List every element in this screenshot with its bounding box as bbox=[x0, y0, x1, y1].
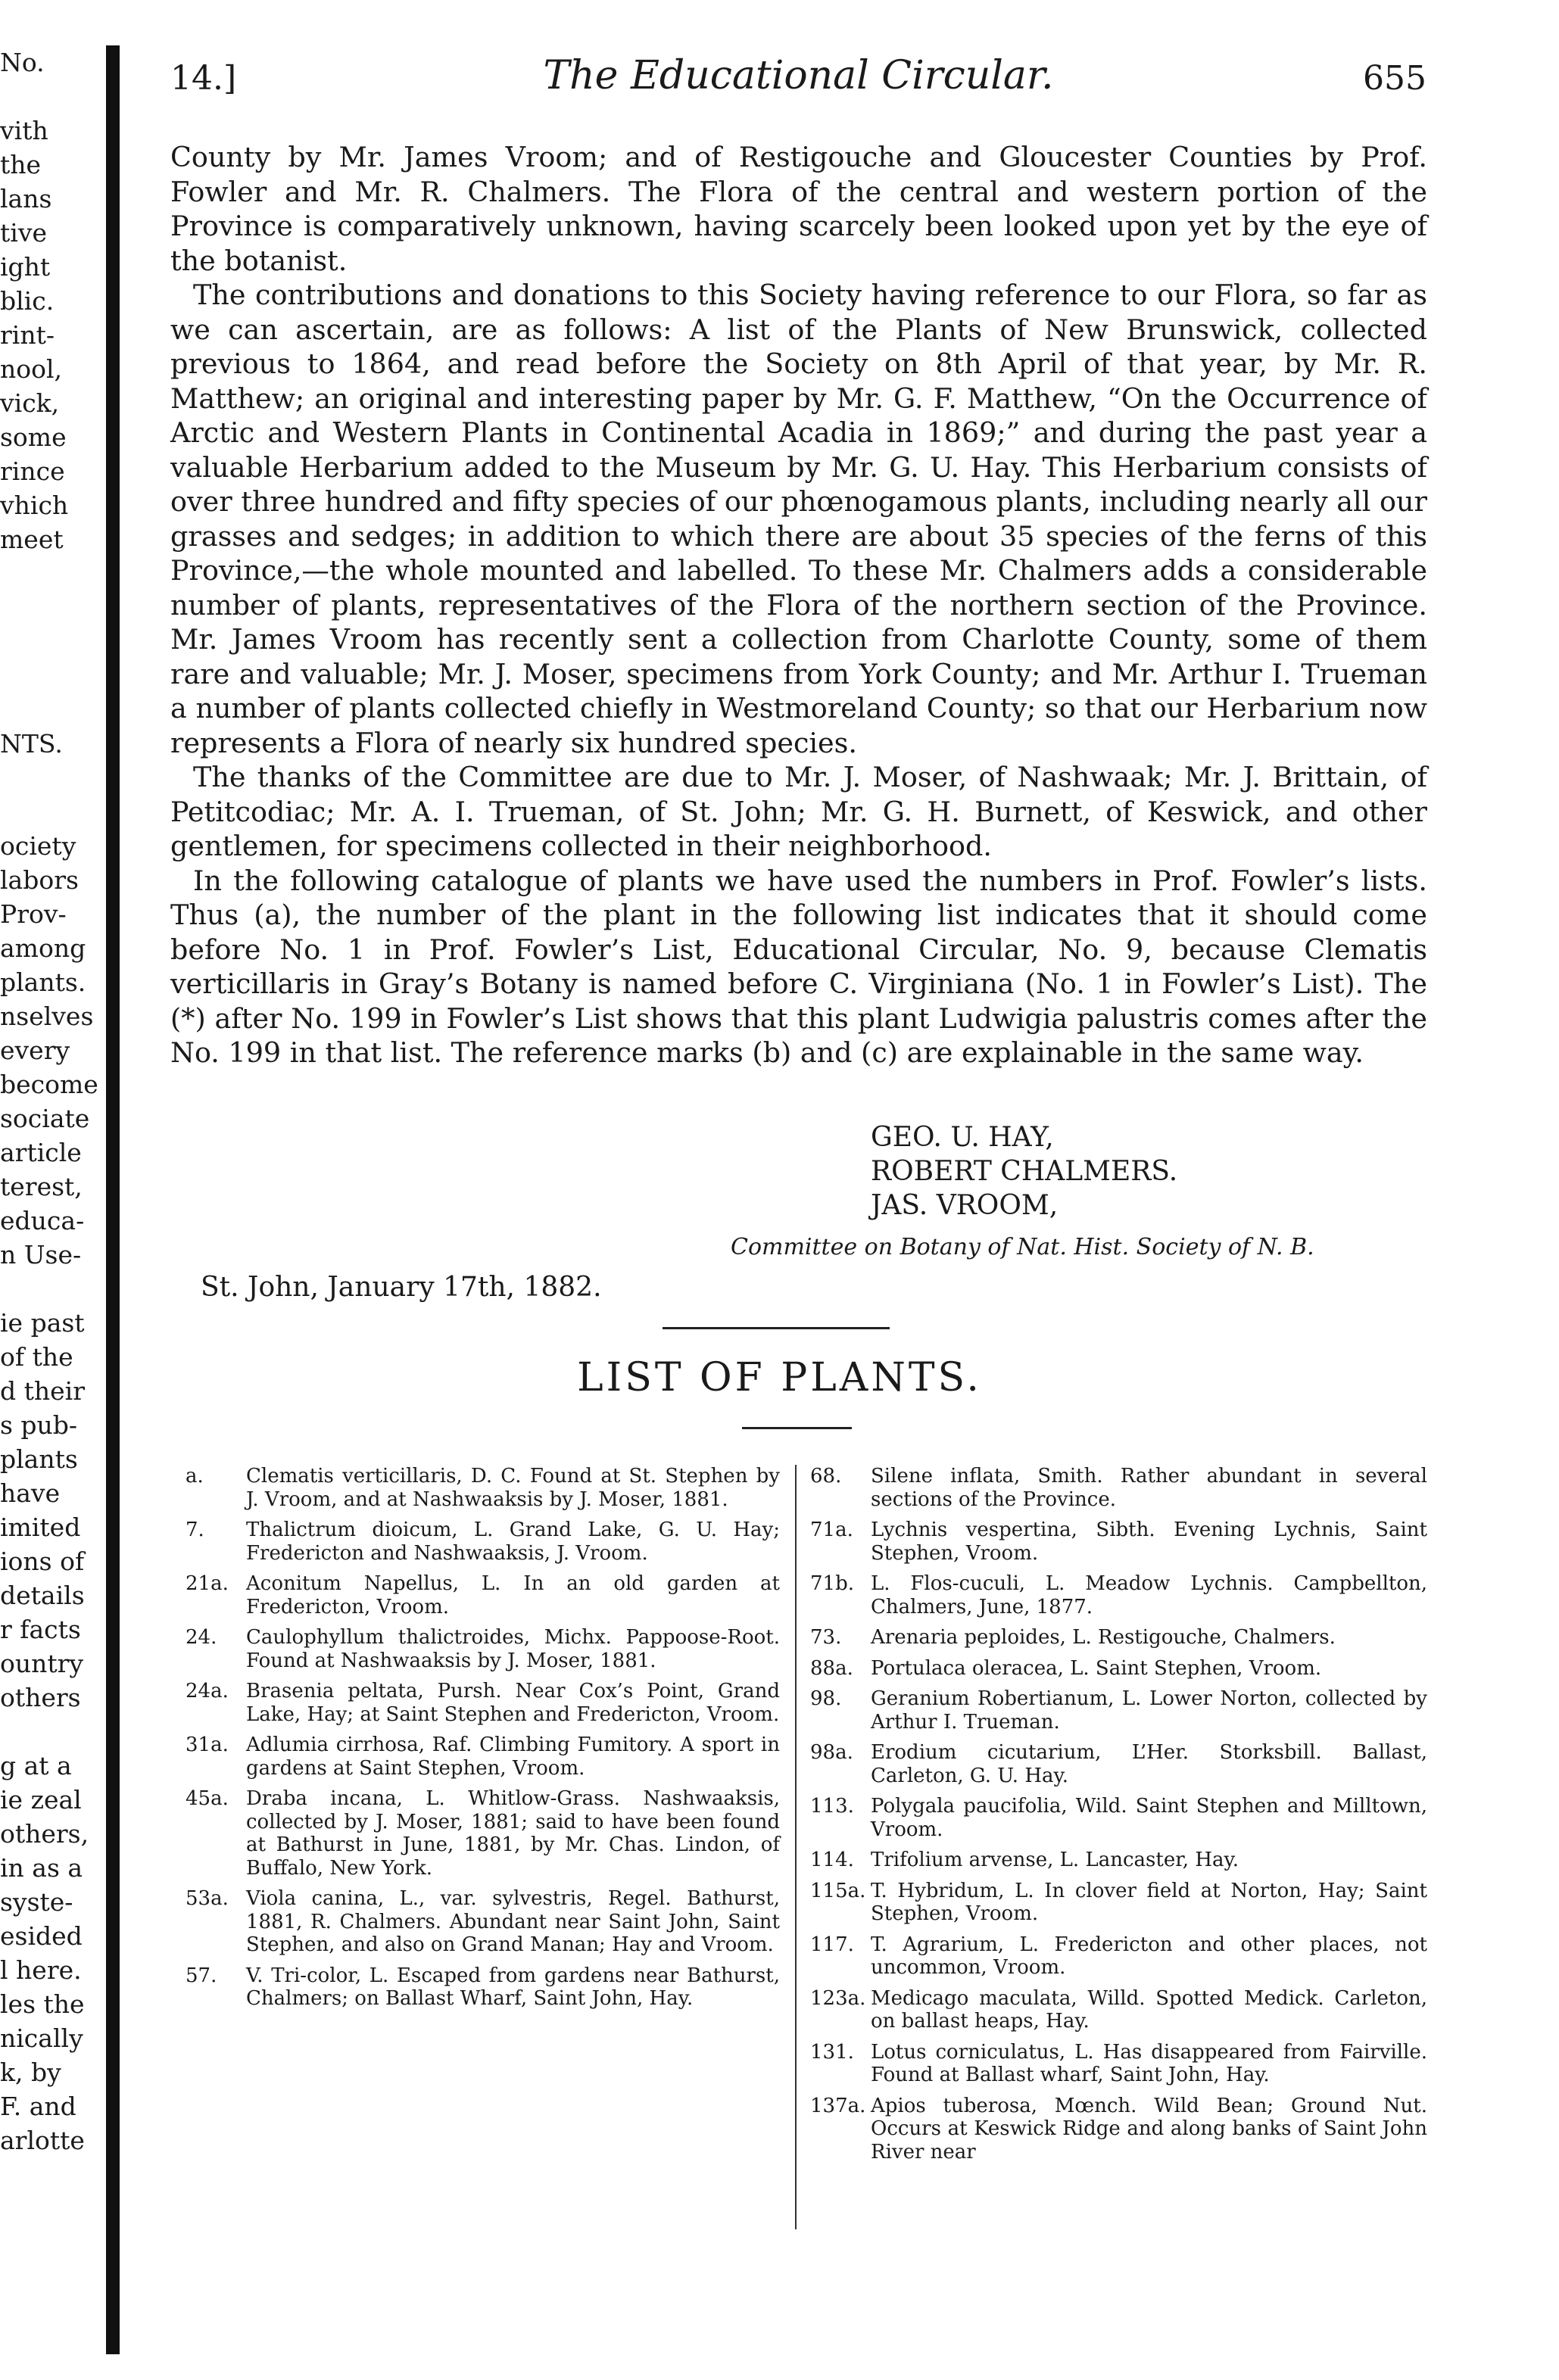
plant-description: V. Tri-color, L. Escaped from gardens near Bathurst, Chalmers; on Ballast Wharf, Saint John, Hay. bbox=[246, 1964, 780, 2010]
issue-number: 14.] bbox=[170, 59, 237, 98]
margin-fragment bbox=[0, 79, 102, 114]
list-heading: LIST OF PLANTS. bbox=[577, 1355, 982, 1400]
plant-description: L. Flos-cuculi, L. Meadow Lychnis. Campbellton, Chalmers, June, 1877. bbox=[871, 1572, 1427, 1618]
plant-number: a. bbox=[186, 1465, 204, 1488]
plant-entry bbox=[810, 1687, 1427, 1734]
plant-number: 53a. bbox=[186, 1887, 229, 1910]
margin-fragment: lans bbox=[0, 184, 52, 213]
plant-description: Silene inflata, Smith. Rather abundant in several sections of the Province. bbox=[871, 1465, 1427, 1511]
plant-list-left-column bbox=[186, 1465, 780, 2018]
plant-number: 123a. bbox=[810, 1986, 866, 2010]
margin-fragment: tive bbox=[0, 218, 47, 248]
plant-number: 117. bbox=[810, 1933, 854, 1956]
plant-description: Polygala paucifolia, Wild. Saint Stephen and Milltown, Vroom. bbox=[871, 1795, 1427, 1841]
plant-entry bbox=[810, 1519, 1427, 1565]
plant-description: T. Agrarium, L. Fredericton and other places, not uncommon, Vroom. bbox=[871, 1933, 1427, 1979]
margin-fragment: every bbox=[0, 1036, 70, 1065]
plant-number: 114. bbox=[810, 1849, 854, 1871]
margin-fragment bbox=[0, 761, 102, 795]
plant-number: 73. bbox=[810, 1626, 842, 1649]
plant-number: 98. bbox=[810, 1687, 842, 1710]
margin-fragment: educa- bbox=[0, 1206, 85, 1235]
plant-number: 98a. bbox=[810, 1741, 853, 1764]
margin-fragment bbox=[0, 556, 102, 590]
margin-fragment: rint- bbox=[0, 320, 55, 350]
margin-fragment: ions of bbox=[0, 1547, 85, 1576]
plant-entry bbox=[810, 1465, 1427, 1511]
paragraph: In the following catalogue of plants we have used the numbers in Prof. Fowler’s lists. Thus (a), the number of the plant in the following list indicates that it should come before No. 1 in Prof. Fowler’s List, Educational Circular, No. 9, because Clematis verticillaris in Gray’s Botany is named before C. Virginiana (No. 1 in Fowler’s List). The (*) after No. 199 in Fowler’s List shows that this plant Ludwigia palustris comes after the No. 199 in that list. The reference marks (b) and (c) are explainable in the same way. bbox=[170, 864, 1427, 1069]
margin-fragment: have bbox=[0, 1478, 61, 1508]
plant-number: 137a. bbox=[810, 2094, 866, 2117]
margin-fragment: Prov- bbox=[0, 899, 67, 929]
plant-description: Draba incana, L. Whitlow-Grass. Nashwaaksis, collected by J. Moser, 1881; said to have been found at Bathurst in June, 1881, by Mr. Chas. Lindon, of Buffalo, New York. bbox=[246, 1787, 780, 1880]
plant-description: Thalictrum dioicum, L. Grand Lake, G. U. Hay; Fredericton and Nashwaaksis, J. Vroom. bbox=[246, 1519, 780, 1565]
margin-fragment bbox=[0, 1272, 102, 1306]
margin-fragment: syste- bbox=[0, 1887, 73, 1917]
margin-fragment: s pub- bbox=[0, 1410, 78, 1440]
margin-fragment: some bbox=[0, 422, 67, 452]
margin-fragment: the bbox=[0, 150, 42, 179]
margin-fragment: ie zeal bbox=[0, 1785, 82, 1815]
paragraph: The contributions and donations to this Society having reference to our Flora, so far as we can ascertain, are as follows: A list of the Plants of New Brunswick, collected previous to 1864, and read before the Society on 8th April of that year, by Mr. R. Matthew; an original and interesting paper by Mr. G. F. Matthew, “On the Occurrence of Arctic and Western Plants in Continental Acadia in 1869;” and during the past year a valuable Herbarium added to the Museum by Mr. G. U. Hay. This Herbarium consists of over three hundred and fifty species of our phœnogamous plants, including nearly all our grasses and sedges; in addition to which there are about 35 species of the ferns of this Province,—the whole mounted and labelled. To these Mr. Chalmers adds a considerable number of plants, representatives of the Flora of the northern section of the Province. Mr. James Vroom has recently sent a collection from Charlotte County, some of them rare and valuable; Mr. J. Moser, specimens from York County; and Mr. Arthur I. Trueman a number of plants collected chiefly in Westmoreland County; so that our Herbarium now represents a Flora of nearly six hundred species. bbox=[170, 279, 1427, 759]
plant-entry bbox=[186, 1734, 780, 1780]
margin-fragment: g at a bbox=[0, 1751, 72, 1780]
plant-entry bbox=[186, 1572, 780, 1618]
margin-fragment: ountry bbox=[0, 1649, 84, 1678]
margin-fragment: l here. bbox=[0, 1955, 82, 1985]
margin-fragment: in as a bbox=[0, 1853, 83, 1883]
margin-fragment bbox=[0, 659, 102, 693]
margin-fragment bbox=[0, 795, 102, 829]
page-number: 655 bbox=[1363, 59, 1426, 98]
plant-number: 57. bbox=[186, 1964, 217, 1987]
journal-title: The Educational Circular. bbox=[543, 53, 1054, 98]
plant-entry bbox=[810, 1741, 1427, 1787]
plant-entry bbox=[186, 1465, 780, 1511]
plant-description: Lotus corniculatus, L. Has disappeared from Fairville. Found at Ballast wharf, Saint John, Hay. bbox=[871, 2040, 1427, 2086]
margin-fragment: details bbox=[0, 1581, 85, 1610]
plant-entry bbox=[186, 1787, 780, 1880]
signature-line: ROBERT CHALMERS. bbox=[871, 1156, 1178, 1187]
plant-number: 115a. bbox=[810, 1879, 866, 1902]
margin-fragment: k, by bbox=[0, 2058, 61, 2087]
plant-list-right-column bbox=[810, 1465, 1427, 2171]
body-text bbox=[170, 140, 1427, 1070]
plant-entry bbox=[810, 1987, 1427, 2033]
margin-fragment: d their bbox=[0, 1376, 85, 1406]
margin-fragment: meet bbox=[0, 525, 64, 554]
plant-description: Adlumia cirrhosa, Raf. Climbing Fumitory. A sport in gardens at Saint Stephen, Vroom. bbox=[246, 1734, 780, 1780]
margin-fragment: nool, bbox=[0, 354, 63, 384]
plant-description: Aconitum Napellus, L. In an old garden at Fredericton, Vroom. bbox=[246, 1572, 780, 1618]
plant-number: 71b. bbox=[810, 1572, 854, 1595]
page-header bbox=[170, 53, 1426, 106]
margin-fragment: n Use- bbox=[0, 1240, 82, 1269]
plant-number: 113. bbox=[810, 1795, 854, 1818]
plant-number: 131. bbox=[810, 2040, 854, 2064]
margin-fragment: vith bbox=[0, 116, 48, 145]
margin-fragment: NTS. bbox=[0, 729, 63, 759]
margin-fragment: r facts bbox=[0, 1615, 81, 1644]
margin-fragment: ie past bbox=[0, 1308, 85, 1338]
plant-entry bbox=[186, 1519, 780, 1565]
plant-number: 24a. bbox=[186, 1680, 229, 1702]
gutter-rule bbox=[106, 45, 120, 2354]
margin-fragment: sociate bbox=[0, 1104, 90, 1133]
margin-fragment: article bbox=[0, 1138, 82, 1167]
plant-description: Clematis verticillaris, D. C. Found at St. Stephen by J. Vroom, and at Nashwaaksis by J. Moser, 1881. bbox=[246, 1465, 780, 1511]
divider bbox=[663, 1327, 890, 1329]
plant-description: Portulaca oleracea, L. Saint Stephen, Vroom. bbox=[871, 1656, 1322, 1680]
plant-description: Trifolium arvense, L. Lancaster, Hay. bbox=[871, 1849, 1239, 1871]
margin-fragment: vick, bbox=[0, 388, 60, 418]
plant-entry bbox=[810, 1849, 1427, 1872]
plant-number: 88a. bbox=[810, 1656, 853, 1680]
margin-fragment bbox=[0, 1715, 102, 1749]
plant-entry bbox=[810, 2095, 1427, 2164]
plant-description: Apios tuberosa, Mœnch. Wild Bean; Ground Nut. Occurs at Keswick Ridge and along banks of Saint John River near bbox=[871, 2094, 1427, 2163]
plant-description: Geranium Robertianum, L. Lower Norton, collected by Arthur I. Trueman. bbox=[871, 1687, 1427, 1734]
paragraph: County by Mr. James Vroom; and of Restigouche and Gloucester Counties by Prof. Fowler and Mr. R. Chalmers. The Flora of the central and western portion of the Province is comparatively unknown, having scarcely been looked upon yet by the eye of the botanist. bbox=[170, 141, 1427, 277]
paragraph: The thanks of the Committee are due to Mr. J. Moser, of Nashwaak; Mr. J. Brittain, of Petitcodiac; Mr. A. I. Trueman, of St. John; Mr. G. H. Burnett, of Keswick, and other gentlemen, for specimens collected in their neighborhood. bbox=[170, 761, 1427, 862]
margin-fragment: labors bbox=[0, 865, 79, 895]
plant-number: 45a. bbox=[186, 1787, 229, 1810]
margin-fragment: others, bbox=[0, 1819, 89, 1849]
margin-fragment: No. bbox=[0, 48, 45, 77]
margin-fragment: F. and bbox=[0, 2092, 76, 2121]
margin-fragment: nically bbox=[0, 2023, 83, 2053]
margin-fragment: ight bbox=[0, 252, 51, 282]
left-margin-fragments bbox=[0, 45, 102, 2157]
plant-description: Lychnis vespertina, Sibth. Evening Lychnis, Saint Stephen, Vroom. bbox=[871, 1519, 1427, 1565]
plant-description: Caulophyllum thalictroides, Michx. Pappoose-Root. Found at Nashwaaksis by J. Moser, 1881. bbox=[246, 1626, 780, 1672]
plant-entry bbox=[810, 2041, 1427, 2087]
plant-number: 7. bbox=[186, 1519, 204, 1541]
plant-description: Viola canina, L., var. sylvestris, Regel. Bathurst, 1881, R. Chalmers. Abundant near Saint John, Saint Stephen, and also on Grand Manan; Hay and Vroom. bbox=[246, 1887, 780, 1956]
plant-entry bbox=[810, 1657, 1427, 1681]
divider bbox=[742, 1427, 852, 1429]
plant-entry bbox=[810, 1933, 1427, 1980]
plant-number: 21a. bbox=[186, 1572, 229, 1595]
plant-entry bbox=[810, 1572, 1427, 1618]
plant-number: 31a. bbox=[186, 1734, 229, 1756]
plant-entry bbox=[186, 1680, 780, 1726]
margin-fragment: arlotte bbox=[0, 2126, 85, 2155]
margin-fragment: plants bbox=[0, 1444, 78, 1474]
plant-entry bbox=[810, 1880, 1427, 1926]
margin-fragment: plants. bbox=[0, 967, 86, 997]
margin-fragment: esided bbox=[0, 1921, 83, 1951]
committee-line: Committee on Botany of Nat. Hist. Society of N. B. bbox=[731, 1234, 1314, 1260]
plant-number: 24. bbox=[186, 1626, 217, 1649]
margin-fragment bbox=[0, 590, 102, 625]
margin-fragment: become bbox=[0, 1070, 98, 1099]
signature-line: JAS. VROOM, bbox=[871, 1190, 1059, 1221]
margin-fragment: blic. bbox=[0, 286, 55, 316]
plant-entry bbox=[186, 1964, 780, 2011]
margin-fragment: ociety bbox=[0, 831, 76, 861]
margin-fragment: nselves bbox=[0, 1002, 94, 1031]
plant-description: Medicago maculata, Willd. Spotted Medick. Carleton, on ballast heaps, Hay. bbox=[871, 1986, 1427, 2033]
plant-entry bbox=[810, 1795, 1427, 1841]
margin-fragment: among bbox=[0, 933, 86, 963]
dateline: St. John, January 17th, 1882. bbox=[201, 1272, 602, 1303]
margin-fragment bbox=[0, 693, 102, 727]
plant-entry bbox=[186, 1887, 780, 1957]
margin-fragment: imited bbox=[0, 1512, 81, 1542]
signature-block bbox=[871, 1120, 1177, 1223]
margin-fragment: others bbox=[0, 1683, 81, 1712]
plant-description: T. Hybridum, L. In clover field at Norton, Hay; Saint Stephen, Vroom. bbox=[871, 1879, 1427, 1925]
margin-fragment: of the bbox=[0, 1342, 73, 1372]
plant-description: Brasenia peltata, Pursh. Near Cox’s Point, Grand Lake, Hay; at Saint Stephen and Fredericton, Vroom. bbox=[246, 1680, 780, 1726]
column-rule bbox=[795, 1465, 797, 2229]
margin-fragment bbox=[0, 625, 102, 659]
plant-entry bbox=[186, 1626, 780, 1672]
plant-number: 68. bbox=[810, 1465, 842, 1488]
margin-fragment: rince bbox=[0, 456, 65, 486]
plant-description: Erodium cicutarium, L’Her. Storksbill. Ballast, Carleton, G. U. Hay. bbox=[871, 1741, 1427, 1787]
plant-description: Arenaria peploides, L. Restigouche, Chalmers. bbox=[871, 1626, 1336, 1649]
signature-line: GEO. U. HAY, bbox=[871, 1122, 1054, 1153]
plant-entry bbox=[810, 1626, 1427, 1649]
margin-fragment: terest, bbox=[0, 1172, 83, 1201]
plant-number: 71a. bbox=[810, 1519, 853, 1541]
margin-fragment: vhich bbox=[0, 491, 69, 520]
margin-fragment: les the bbox=[0, 1989, 85, 2019]
